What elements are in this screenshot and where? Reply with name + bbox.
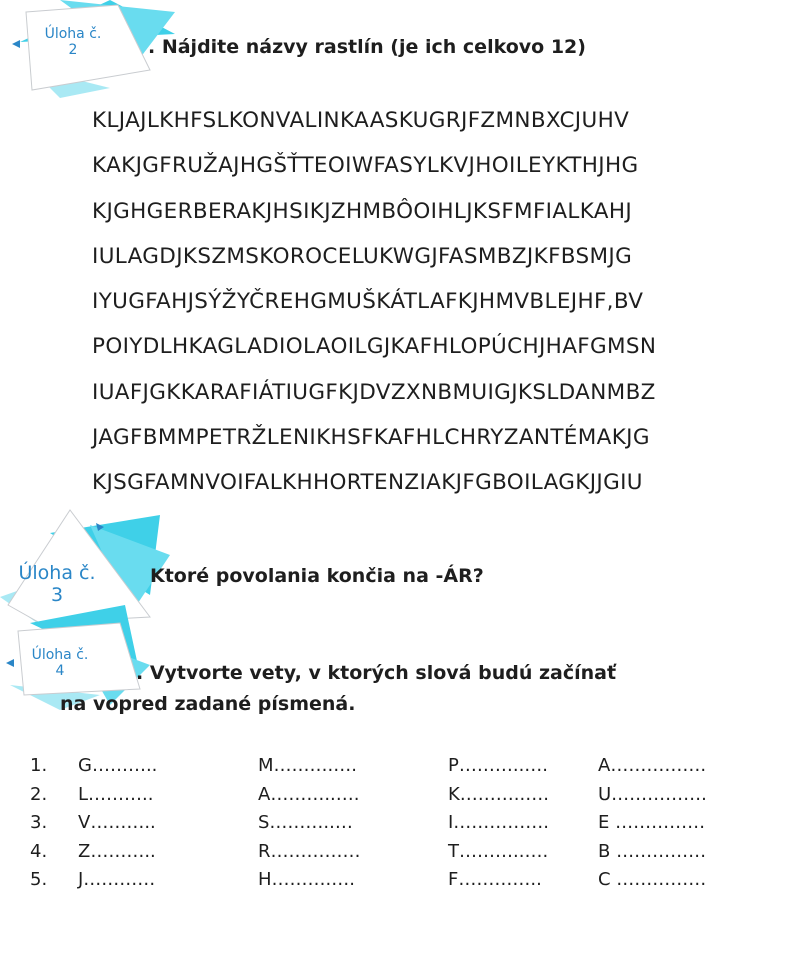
badge-number: 2 (68, 42, 78, 59)
task-4-title-line1: . Vytvorte vety, v ktorých slová budú začínať (136, 662, 617, 684)
answer-row (30, 841, 790, 870)
blank-3[interactable]: K………..…. (448, 783, 549, 805)
row-number: 2. (30, 783, 48, 805)
task-3-title: Ktoré povolania končia na -ÁR? (150, 565, 484, 587)
grid-line: KJSGFAMNVOIFALKHHORTENZIAKJFGBOILAGKJJGIU (92, 470, 643, 496)
answer-row (30, 812, 790, 841)
blank-4[interactable]: E …………… (598, 812, 706, 833)
task-2-badge (0, 0, 170, 100)
blank-1[interactable]: G……….. (78, 755, 158, 776)
blank-1[interactable]: J………… (78, 869, 156, 890)
blank-2[interactable]: S………..… (258, 812, 353, 833)
blank-3[interactable]: F………….. (448, 869, 542, 890)
badge-label: Úloha č. (44, 26, 102, 42)
badge-number: 4 (55, 663, 65, 680)
blank-2[interactable]: A………..…. (258, 783, 360, 805)
grid-line: IYUGFAHJSÝŽYČREHGMUŠKÁTLAFKJHMVBLEJHF,BV (92, 289, 644, 315)
badge-label: Úloha č. (31, 647, 89, 663)
blank-3[interactable]: I……………. (448, 812, 550, 833)
answer-rows (30, 755, 790, 898)
grid-line: IULAGDJKSZMSKOROCELUKWGJFASMBZJKFBSMJG (92, 243, 633, 269)
blank-4[interactable]: U……………. (598, 783, 707, 805)
badge-number: 3 (50, 583, 64, 606)
grid-line: KAKJGFRUŽAJHGŠŤTEOIWFASYLKVJHOILEYKTHJHG (92, 153, 639, 179)
row-number: 3. (30, 812, 48, 833)
grid-line: IUAFJGKKARAFIÁTIUGFKJDVZXNBMUIGJKSLDANMBZ (92, 379, 656, 405)
blank-3[interactable]: T………..…. (448, 840, 549, 862)
row-number: 5. (30, 869, 48, 890)
blank-1[interactable]: Z……….. (78, 840, 156, 862)
answer-row (30, 869, 790, 898)
blank-3[interactable]: P………..…. (448, 755, 549, 776)
blank-2[interactable]: M……….…. (258, 755, 357, 776)
answer-row (30, 755, 790, 784)
task-2-title: . Nájdite názvy rastlín (je ich celkovo 12) (148, 36, 586, 58)
blank-4[interactable]: B …………… (598, 840, 707, 862)
grid-line: POIYDLHKAGLADIOLAOILGJKAFHLOPÚCHJHAFGMSN (92, 334, 657, 360)
badge-label: Úloha č. (18, 562, 96, 584)
grid-line: KJGHGERBERAKJHSIKJZHMBÔOIHLJKSFMFIALKAHJ (92, 198, 633, 224)
blank-4[interactable]: A……………. (598, 755, 707, 776)
blank-2[interactable]: H……….…. (258, 869, 355, 890)
task-4-title-line2: na vopred zadané písmená. (60, 693, 356, 715)
blank-1[interactable]: V……….. (78, 812, 156, 833)
row-number: 4. (30, 840, 48, 862)
answer-row (30, 784, 790, 813)
grid-line: KLJAJLKHFSLKONVALINKAASKUGRJFZMNBXCJUHV (92, 108, 630, 133)
word-search-grid (92, 108, 732, 516)
blank-4[interactable]: C …………… (598, 869, 707, 890)
row-number: 1. (30, 755, 48, 776)
blank-1[interactable]: L……….. (78, 783, 154, 805)
blank-2[interactable]: R…………… (258, 840, 361, 862)
grid-line: JAGFBMMPETRŽLENIKHSFKAFHLCHRYZANTÉMAKJG (92, 425, 650, 451)
